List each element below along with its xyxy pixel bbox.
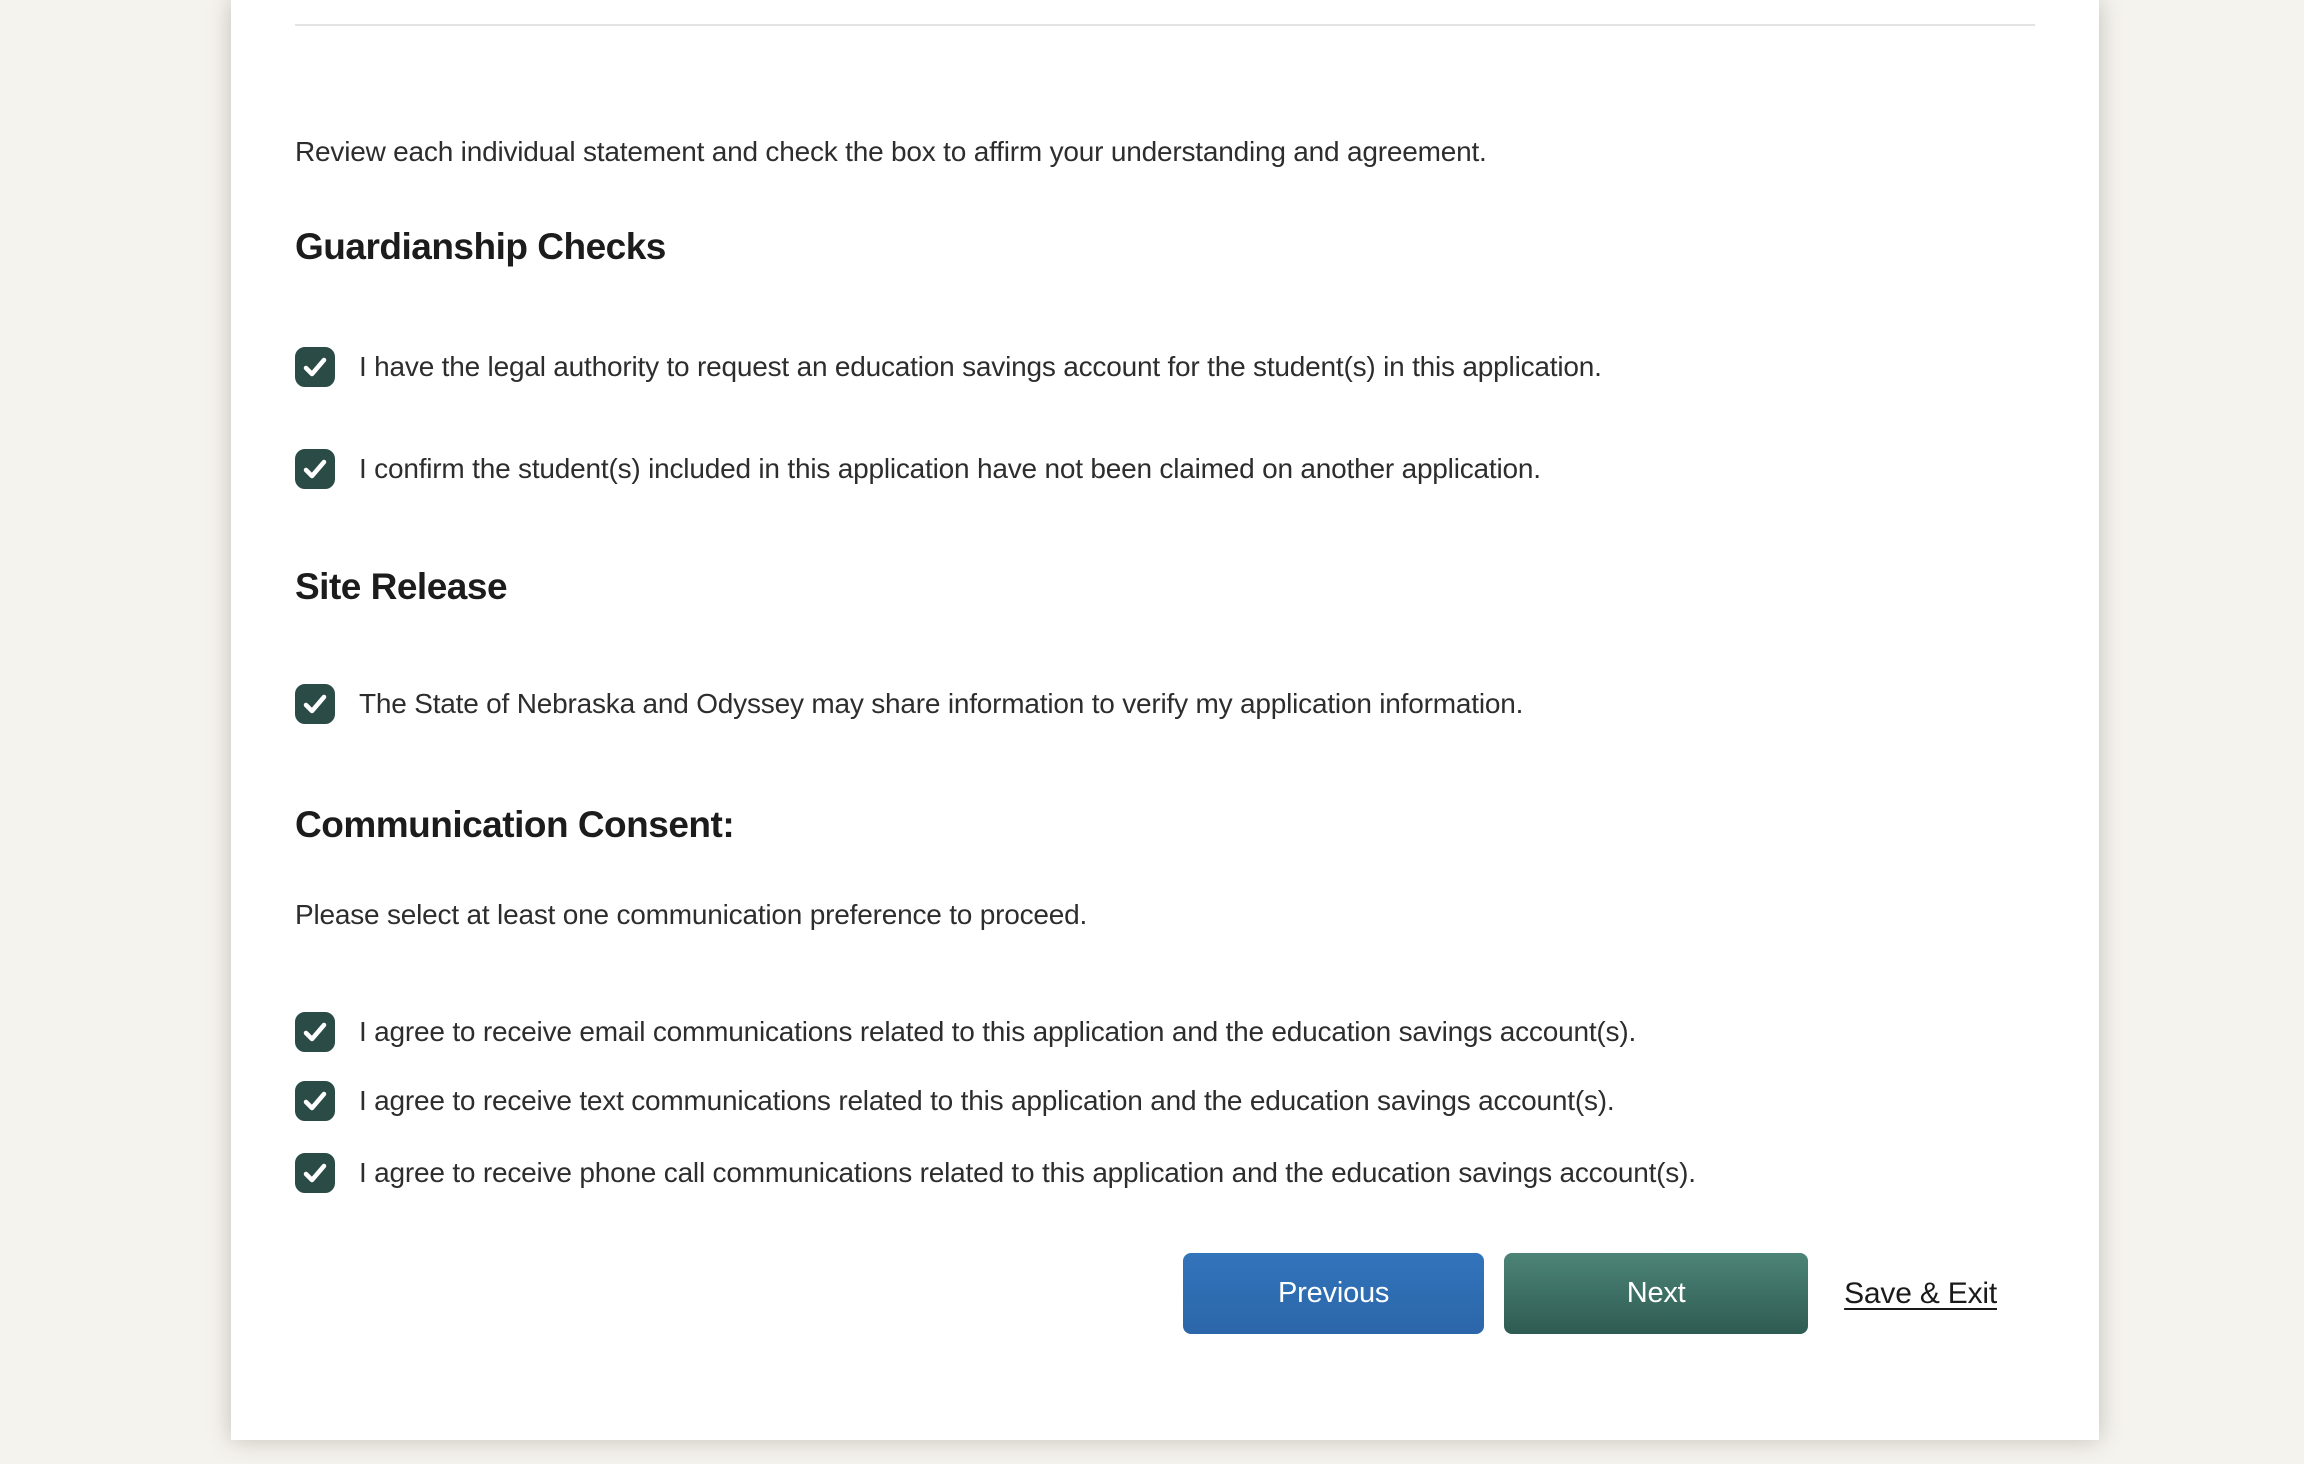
check-icon (302, 691, 328, 717)
check-icon (302, 354, 328, 380)
checkbox-row-share-info (295, 684, 2035, 724)
text-consent-checkbox[interactable] (295, 1081, 335, 1121)
legal-authority-checkbox[interactable] (295, 347, 335, 387)
save-and-exit-link[interactable]: Save & Exit (1844, 1276, 1997, 1310)
text-consent-label: I agree to receive text communications related to this application and the education savings account(s). (359, 1085, 1615, 1116)
checkbox-row-text-consent (295, 1081, 2035, 1121)
form-panel (231, 0, 2099, 1440)
communication-consent-heading: Communication Consent: (295, 804, 735, 845)
email-consent-label: I agree to receive email communications related to this application and the education savings account(s). (359, 1016, 1637, 1047)
share-info-checkbox[interactable] (295, 684, 335, 724)
site-release-heading: Site Release (295, 566, 508, 607)
next-button[interactable]: Next (1504, 1253, 1808, 1334)
checkbox-row-email-consent (295, 1012, 2035, 1052)
top-divider (295, 24, 2035, 26)
check-icon (302, 1160, 328, 1186)
phone-consent-label: I agree to receive phone call communications related to this application and the education savings account(s). (359, 1157, 1696, 1188)
intro-text: Review each individual statement and check the box to affirm your understanding and agreement. (295, 136, 1487, 167)
not-claimed-checkbox[interactable] (295, 449, 335, 489)
guardianship-heading: Guardianship Checks (295, 226, 666, 267)
phone-consent-checkbox[interactable] (295, 1153, 335, 1193)
communication-note: Please select at least one communication preference to proceed. (295, 899, 1088, 930)
checkbox-row-legal-authority (295, 347, 2035, 387)
check-icon (302, 1019, 328, 1045)
share-info-label: The State of Nebraska and Odyssey may share information to verify my application information. (359, 688, 1524, 719)
check-icon (302, 1088, 328, 1114)
legal-authority-label: I have the legal authority to request an education savings account for the student(s) in this application. (359, 351, 1602, 382)
form-navigation (295, 1253, 2035, 1334)
checkbox-row-not-claimed (295, 449, 2035, 489)
check-icon (302, 456, 328, 482)
checkbox-row-phone-consent (295, 1153, 2035, 1193)
previous-button[interactable]: Previous (1183, 1253, 1484, 1334)
form-content (231, 24, 2099, 1464)
not-claimed-label: I confirm the student(s) included in this application have not been claimed on another application. (359, 453, 1541, 484)
email-consent-checkbox[interactable] (295, 1012, 335, 1052)
